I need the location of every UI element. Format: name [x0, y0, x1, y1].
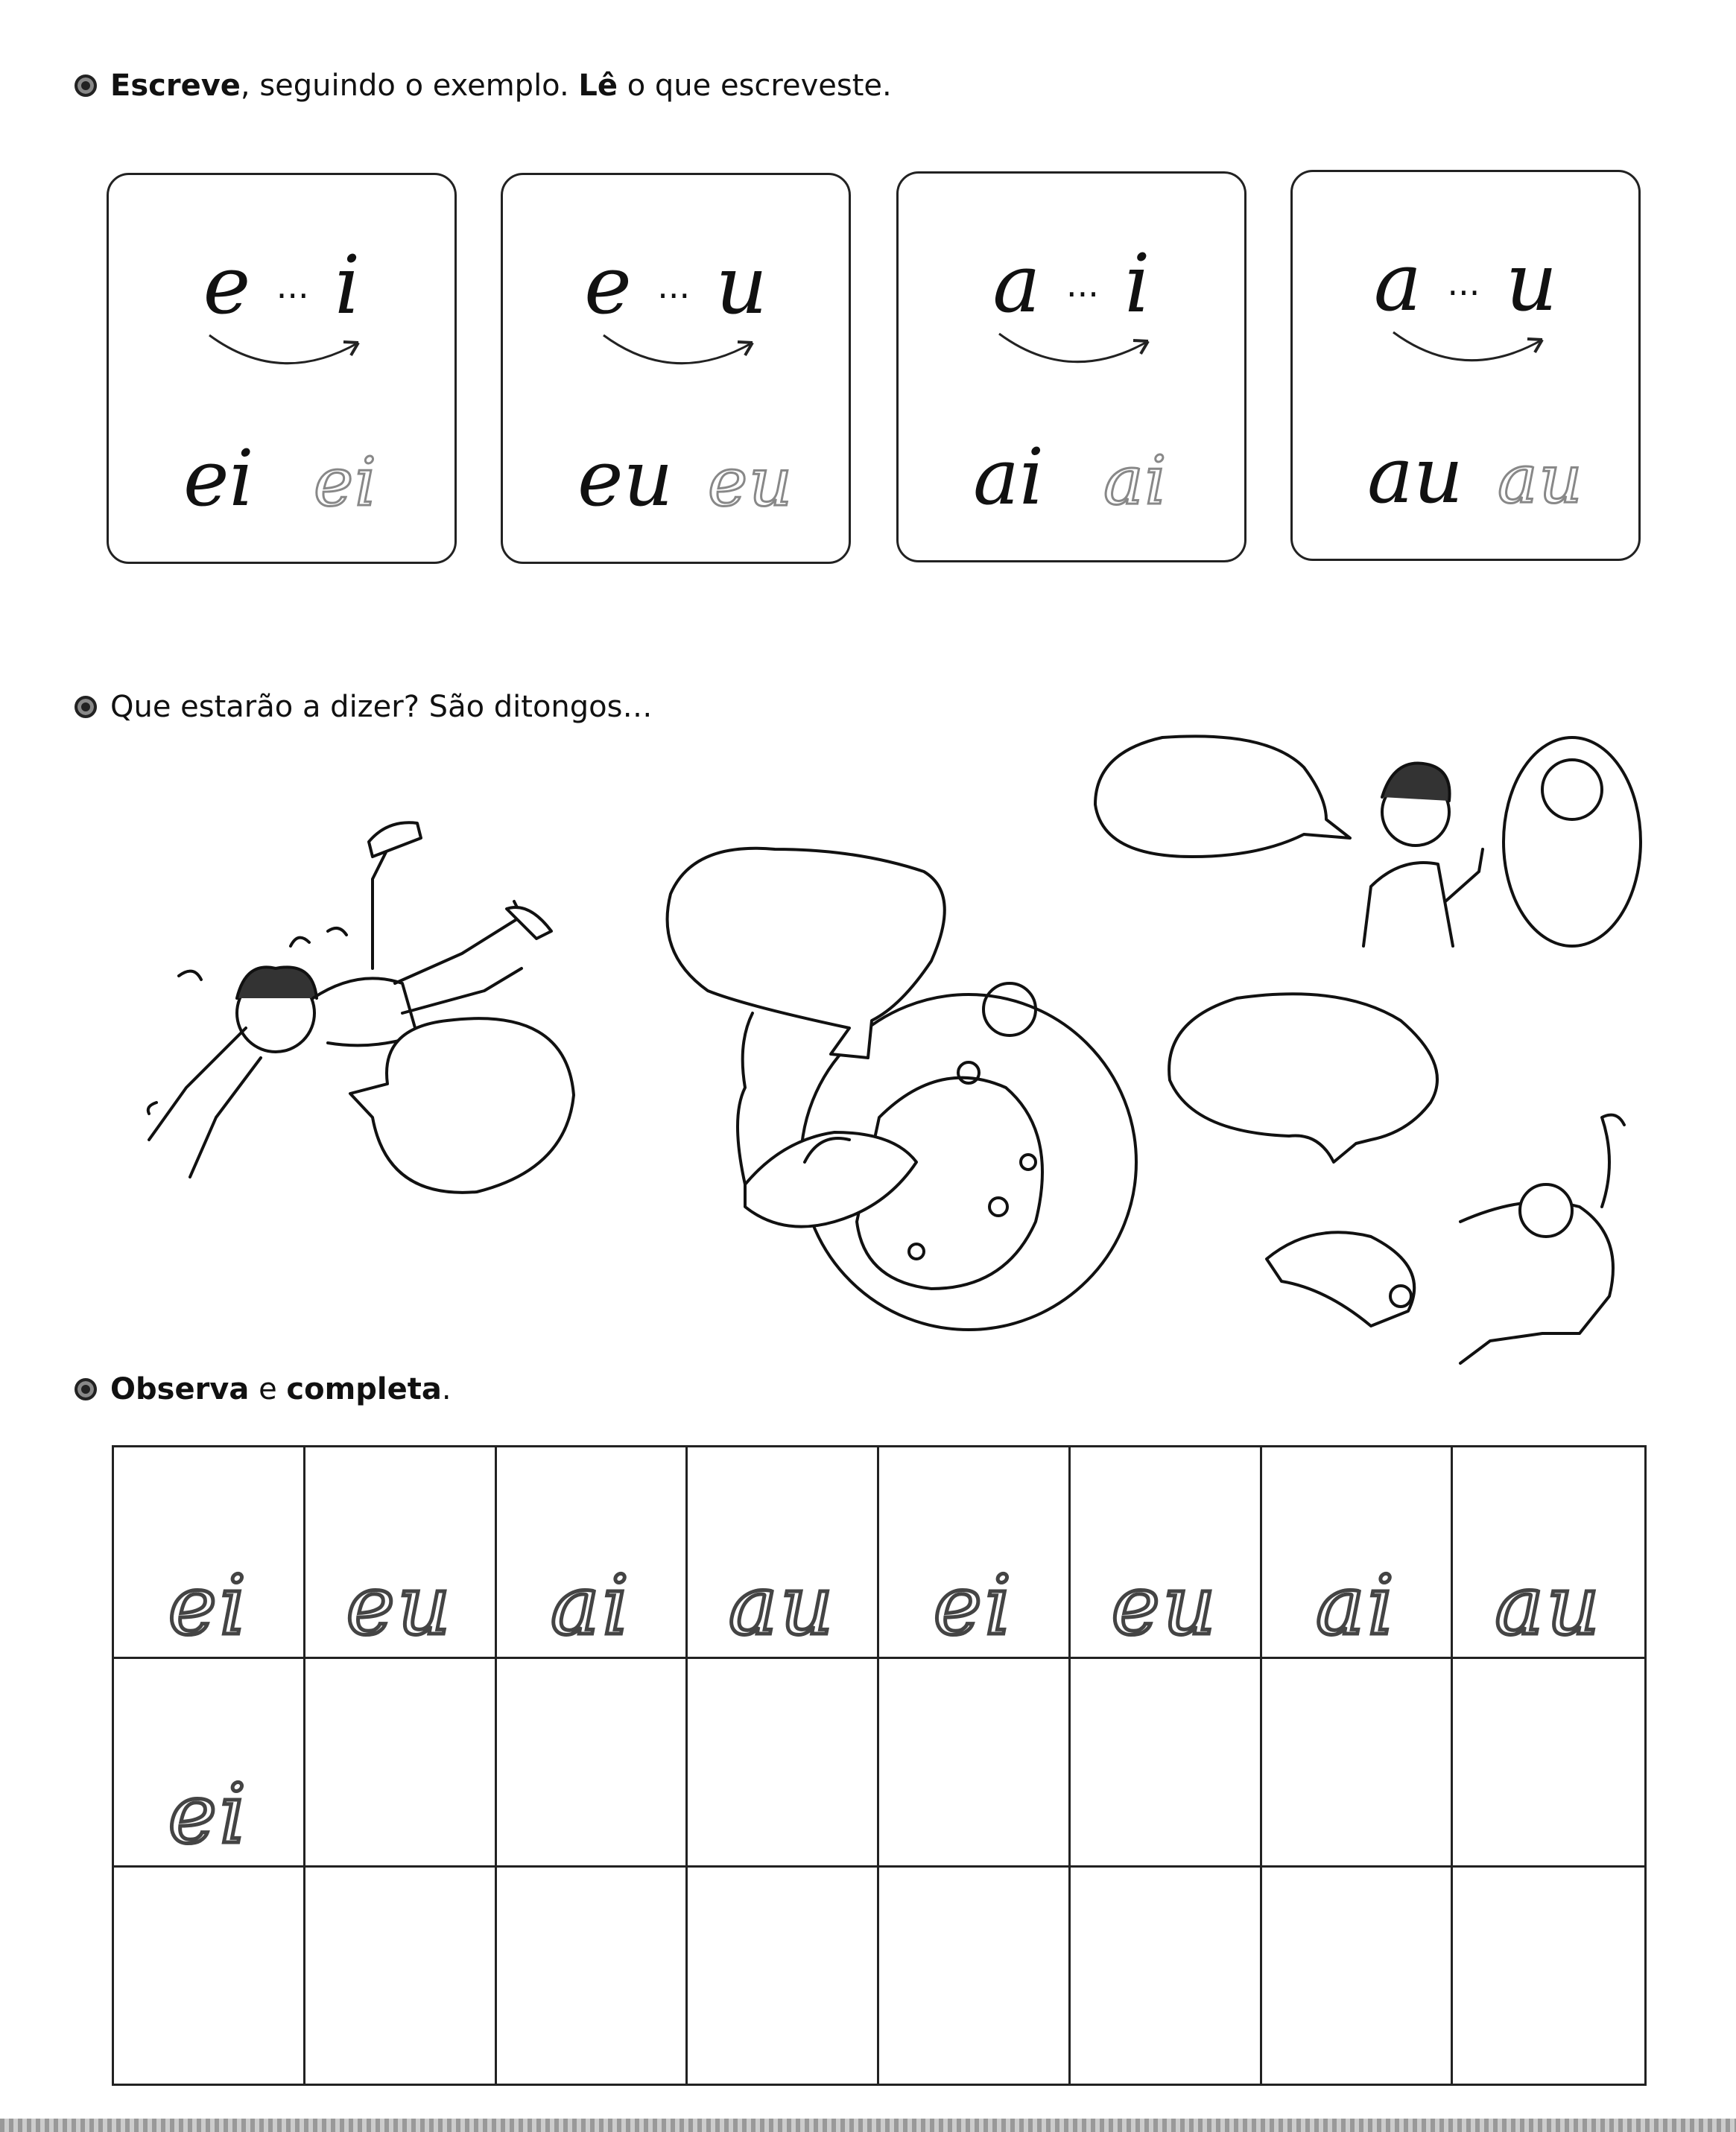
- grid-cell[interactable]: [1453, 1868, 1644, 2084]
- trace-word: ei: [314, 443, 378, 521]
- grid-cell[interactable]: [497, 1659, 688, 1868]
- instr-bold-2: Lê: [578, 69, 618, 103]
- dotted-word: au: [1495, 1558, 1603, 1653]
- model-word: ei: [183, 433, 254, 524]
- grid-cell[interactable]: [1453, 1447, 1644, 1659]
- grid-cell[interactable]: [497, 1447, 688, 1659]
- grid-cell[interactable]: [114, 1447, 305, 1659]
- grid-cell[interactable]: [1071, 1659, 1262, 1868]
- grid-cell[interactable]: [688, 1868, 879, 2084]
- scan-edge: [0, 2119, 1736, 2132]
- model-word: eu: [577, 433, 674, 524]
- dotted-word: eu: [1111, 1558, 1219, 1653]
- letter-pair: e ... u: [583, 239, 768, 332]
- grid-cell[interactable]: [688, 1659, 879, 1868]
- boy-mirror-illustration: [1363, 737, 1641, 946]
- trace-word: au: [1498, 440, 1584, 518]
- mouse-cheese-illustration: [738, 983, 1136, 1330]
- instr-bold-1: Escreve: [110, 69, 241, 103]
- grid-cell[interactable]: [688, 1447, 879, 1659]
- letter-pair: a ... i: [992, 238, 1150, 331]
- dotted-word: ai: [550, 1558, 632, 1653]
- grid-cell[interactable]: [305, 1659, 497, 1868]
- model-word: ai: [973, 431, 1045, 522]
- dogs-illustration: [1267, 1115, 1624, 1363]
- model-word: au: [1367, 430, 1463, 521]
- instruction-observe: [75, 1372, 452, 1406]
- instr-text-1: e: [249, 1372, 287, 1406]
- letter-pair: a ... u: [1373, 236, 1558, 329]
- speech-bubble: [1169, 994, 1437, 1162]
- bullet-icon: [75, 1378, 97, 1400]
- instr-say-text: Que estarão a dizer? São ditongos…: [110, 690, 653, 724]
- dotted-word: ei: [933, 1558, 1015, 1653]
- dotted-word: eu: [346, 1558, 454, 1653]
- instr-bold-1: Observa: [110, 1372, 250, 1406]
- grid-cell[interactable]: [1453, 1659, 1644, 1868]
- grid-cell[interactable]: [305, 1447, 497, 1659]
- grid-cell[interactable]: [879, 1868, 1071, 2084]
- dotted-word: ai: [1315, 1558, 1397, 1653]
- instr-text-1: , seguindo o exemplo.: [240, 69, 579, 103]
- instr-bold-2: completa: [286, 1372, 442, 1406]
- grid-cell[interactable]: [1262, 1447, 1454, 1659]
- grid-cell[interactable]: [879, 1659, 1071, 1868]
- dotted-word: ei: [168, 1766, 250, 1862]
- dotted-word: ei: [168, 1558, 250, 1653]
- instr-text-2: o que escreveste.: [618, 69, 892, 103]
- grid-cell[interactable]: [1262, 1868, 1454, 2084]
- grid-cell[interactable]: [305, 1868, 497, 2084]
- grid-cell[interactable]: [114, 1868, 305, 2084]
- trace-word: ai: [1103, 442, 1168, 520]
- grid-cell[interactable]: [497, 1868, 688, 2084]
- grid-cell[interactable]: [114, 1659, 305, 1868]
- grid-cell[interactable]: [1071, 1868, 1262, 2084]
- trace-word: eu: [708, 443, 794, 521]
- dotted-word: au: [728, 1558, 837, 1653]
- speech-bubble: [1095, 736, 1350, 857]
- grid-cell[interactable]: [1071, 1447, 1262, 1659]
- practice-grid: [112, 1445, 1647, 2086]
- grid-cell[interactable]: [879, 1447, 1071, 1659]
- letter-pair: e ... i: [203, 239, 361, 332]
- instr-text-2: .: [441, 1372, 452, 1406]
- grid-cell[interactable]: [1262, 1659, 1454, 1868]
